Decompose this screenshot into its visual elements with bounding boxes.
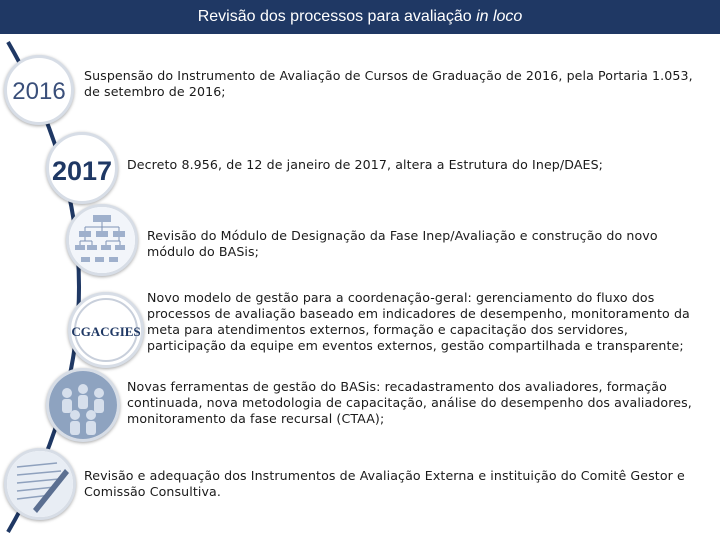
year-2017-icon <box>46 132 118 204</box>
timeline-text-3: Revisão do Módulo de Designação da Fase Inep/Avaliação e construção do novo módulo do BASis; <box>147 228 658 259</box>
org-chart-icon <box>66 204 138 276</box>
document-pen-icon <box>4 448 76 520</box>
year-2016-icon <box>4 55 74 125</box>
timeline-text-5: Novas ferramentas de gestão do BASis: recadastramento dos avaliadores, formação continuada, nova metodologia de capacitação, análise do desempenho dos avaliadores, monitoramento da fase recursal (CTAA); <box>127 379 692 426</box>
people-network-icon <box>46 368 120 442</box>
year-2016-label: 2016 <box>12 78 66 105</box>
timeline-text-6: Revisão e adequação dos Instrumentos de Avaliação Externa e instituição do Comitê Gestor e Comissão Consultiva. <box>84 468 685 499</box>
year-2017-label: 2017 <box>51 156 113 186</box>
timeline-text-1: Suspensão do Instrumento de Avaliação de Cursos de Graduação de 2016, pela Portaria 1.053, de setembro de 2016; <box>84 68 693 99</box>
timeline-text-4: Novo modelo de gestão para a coordenação-geral: gerenciamento do fluxo dos processos de avaliação baseado em indicadores de desempenho, monitoramento da meta para atendimentos externos, formação e capacitação dos servidores, participação da equipe em eventos externos, gestão compartilhada e transparente; <box>147 290 690 353</box>
cgacgies-label: CGACGIES <box>71 324 141 339</box>
header-title-italic: in loco <box>476 8 523 25</box>
header-title: Revisão dos processos para avaliação <box>197 8 477 25</box>
timeline-text-2: Decreto 8.956, de 12 de janeiro de 2017, altera a Estrutura do Inep/DAES; <box>127 157 604 172</box>
cgacgies-seal-icon <box>68 292 144 368</box>
page-header <box>0 0 720 34</box>
